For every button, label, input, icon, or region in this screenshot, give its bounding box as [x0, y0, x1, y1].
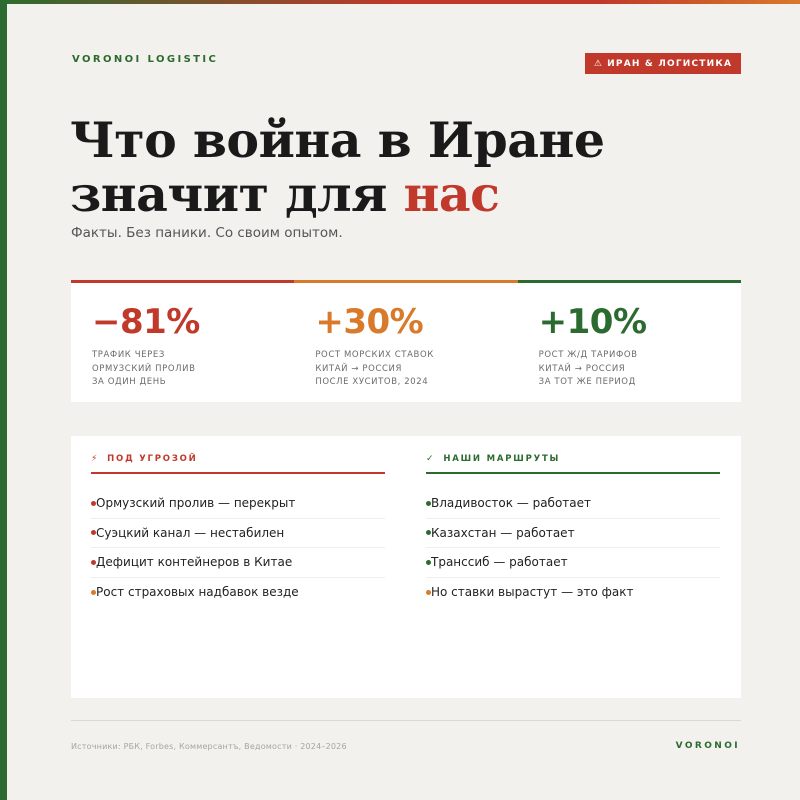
stat-value: +30%: [315, 302, 424, 342]
list-item-text: Суэцкий канал — нестабилен: [96, 525, 285, 540]
stat-rule: [518, 280, 741, 283]
stat-label-line: РОСТ Ж/Д ТАРИФОВ: [538, 350, 638, 360]
list-item: [426, 489, 720, 519]
stat-label: [539, 349, 741, 390]
routes-column: [426, 454, 720, 607]
stat-label-line: ЗА ТОТ ЖЕ ПЕРИОД: [538, 377, 636, 387]
list-item: [91, 578, 385, 608]
list-item-text: Ормузский пролив — перекрыт: [96, 496, 296, 511]
top-accent-bar: [0, 0, 800, 4]
list-item-text: Рост страховых надбавок везде: [96, 585, 299, 600]
threats-list: [91, 489, 385, 607]
routes-list: [426, 489, 720, 607]
stats-panel: [71, 280, 741, 402]
stat-label-line: ОРМУЗСКИЙ ПРОЛИВ: [92, 363, 196, 374]
topic-badge: [585, 53, 741, 74]
sources-text: Источники: РБК, Forbes, Коммерсантъ, Ведомости · 2024–2026: [71, 742, 347, 751]
threats-rule: [91, 472, 385, 474]
routes-rule: [426, 472, 720, 474]
stat-value: +10%: [538, 302, 647, 342]
page-title: [70, 113, 730, 221]
list-item: [91, 548, 385, 578]
list-item: [91, 489, 385, 519]
title-line-2-prefix: значит для: [70, 165, 387, 223]
stat-rule: [294, 280, 517, 283]
title-accent-word: нас: [403, 165, 500, 223]
subtitle: Факты. Без паники. Со своим опытом.: [71, 225, 343, 241]
stat-label-line: ТРАФИК ЧЕРЕЗ: [92, 350, 165, 360]
stat-label-line: РОСТ МОРСКИХ СТАВОК: [315, 350, 434, 360]
list-item: [426, 519, 720, 549]
comparison-panel: [71, 436, 741, 698]
routes-heading: [426, 454, 720, 472]
threats-heading-label: ПОД УГРОЗОЙ: [107, 454, 198, 464]
list-item-text: Транссиб — работает: [431, 555, 568, 570]
brand-label: VORONOI LOGISTIC: [72, 54, 219, 65]
stat-label-line: КИТАЙ → РОССИЯ: [315, 363, 402, 374]
left-accent-bar: [0, 0, 7, 800]
list-item-text: Дефицит контейнеров в Китае: [96, 555, 293, 570]
stat-rule: [71, 280, 294, 283]
lightning-icon: ⚡: [91, 454, 100, 464]
stat-label-line: КИТАЙ → РОССИЯ: [538, 363, 626, 374]
threats-column: [91, 454, 385, 607]
stat-label: [315, 349, 517, 390]
stat-label: [92, 349, 294, 390]
stat-label-line: ЗА ОДИН ДЕНЬ: [92, 377, 167, 387]
title-line-1: Что война в Иране: [70, 111, 605, 169]
stat-label-line: ПОСЛЕ ХУСИТОВ, 2024: [315, 377, 429, 387]
list-item-text: Владивосток — работает: [431, 496, 592, 511]
list-item: [91, 519, 385, 549]
routes-heading-label: НАШИ МАРШРУТЫ: [443, 454, 561, 464]
stat-card: [518, 280, 741, 402]
list-item: [426, 578, 720, 608]
list-item: [426, 548, 720, 578]
list-item-text: Казахстан — работает: [431, 525, 575, 540]
checkmark-icon: ✓: [426, 454, 436, 464]
topic-badge-label: ИРАН & ЛОГИСТИКА: [607, 58, 733, 69]
footer-divider: [71, 720, 741, 721]
stat-card: [71, 280, 294, 402]
stat-value: −81%: [92, 302, 200, 342]
list-item-text: Но ставки вырастут — это факт: [431, 585, 634, 600]
warning-icon: ⚠: [593, 58, 604, 69]
footer-brand: VORONOI: [675, 741, 740, 751]
threats-heading: [91, 454, 385, 472]
stat-card: [294, 280, 517, 402]
